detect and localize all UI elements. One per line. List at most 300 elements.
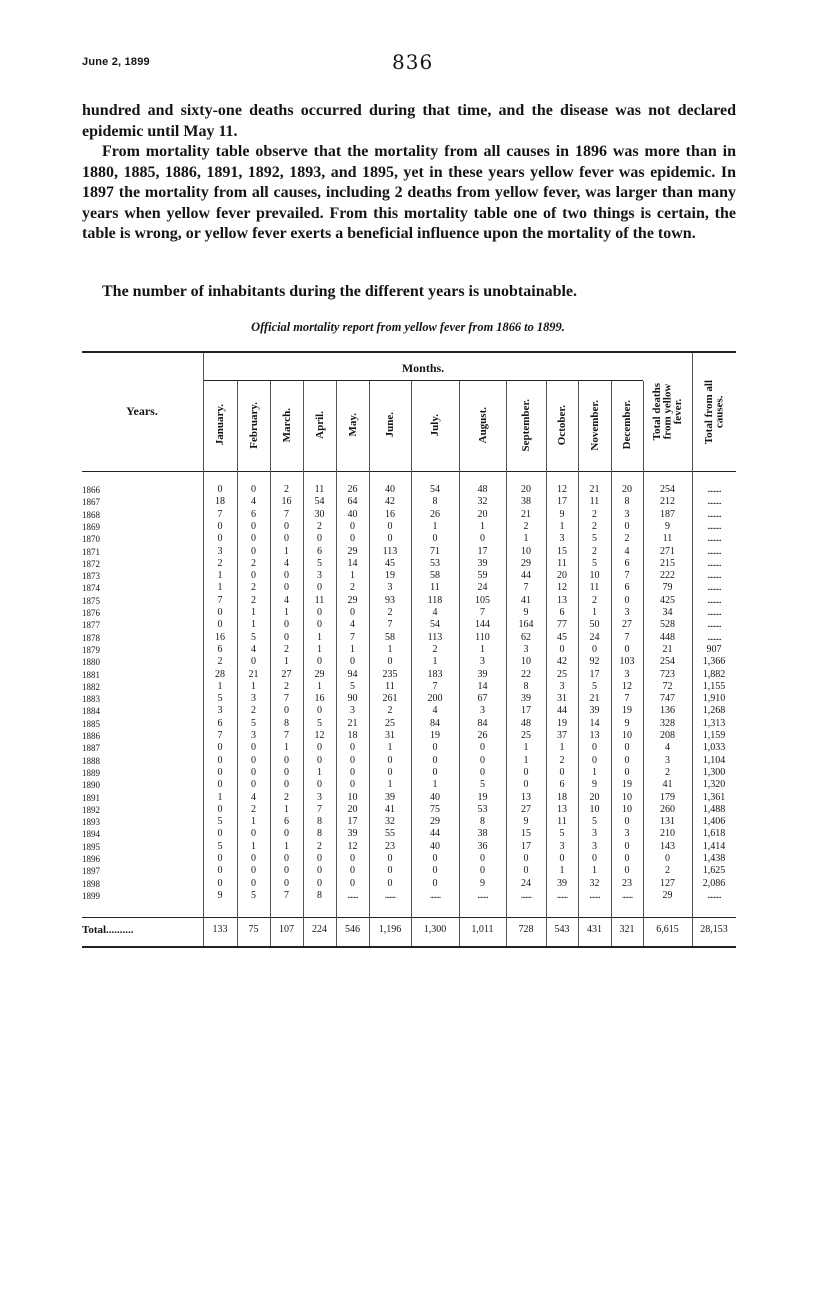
table-cell: 0 <box>217 853 223 864</box>
table-cell: 0 <box>251 877 256 889</box>
table-cell: 15 <box>521 828 531 840</box>
column-header <box>411 383 459 467</box>
year-text: 1899 <box>82 890 100 901</box>
table-cell: 0 <box>317 533 322 545</box>
table-cell: 5 <box>480 779 485 791</box>
table-cell: 528 <box>660 619 675 631</box>
table-cell: 4 <box>432 607 438 618</box>
table-cell: 30 <box>314 508 325 520</box>
table-cell: 54 <box>314 496 325 508</box>
table-cell: 118 <box>427 594 443 606</box>
table-cell: 0 <box>284 631 289 643</box>
table-cell: 254 <box>660 656 675 668</box>
table-cell: 0 <box>251 828 256 840</box>
table-cell: ......... <box>707 496 721 508</box>
table-cell: 8 <box>624 496 630 508</box>
year-text: 1881 <box>82 669 100 680</box>
table-cell: 0 <box>217 865 223 877</box>
table-cell: 1 <box>523 742 529 754</box>
table-cell: 6 <box>624 557 630 569</box>
table-cell: 271 <box>660 545 675 557</box>
year-text: 1887 <box>82 743 100 754</box>
table-cell: 113 <box>382 545 398 557</box>
table-cell: 29 <box>347 545 358 557</box>
table-cell: 0 <box>251 656 256 668</box>
header-bottom-rule <box>82 471 736 472</box>
months-header: Months. <box>401 361 445 375</box>
table-cell: 42 <box>385 496 395 508</box>
table-cell: 9 <box>217 889 223 901</box>
table-cell: 0 <box>284 779 289 791</box>
table-cell: 4 <box>284 594 289 606</box>
table-cell: 59 <box>477 570 488 582</box>
table-caption: Official mortality report from yellow fever from 1866 to 1899. <box>251 320 565 334</box>
table-cell: 0 <box>251 766 256 778</box>
total-cell: 75 <box>248 924 259 935</box>
year-label <box>82 742 202 754</box>
table-cell: 1,910 <box>702 693 726 705</box>
table-cell: 1 <box>432 520 438 532</box>
year-text: 1890 <box>82 780 100 791</box>
year-text: 1888 <box>82 755 100 766</box>
table-cell: 12 <box>557 484 567 495</box>
year-label <box>82 804 202 816</box>
table-cell: 39 <box>557 877 567 889</box>
table-cell: 9 <box>624 717 630 729</box>
table-cell: 1 <box>284 607 289 618</box>
column-header <box>578 383 611 467</box>
year-label <box>82 828 202 840</box>
year-label <box>82 595 202 607</box>
table-cell: 40 <box>385 484 395 495</box>
table-cell: 6 <box>559 607 565 618</box>
year-label <box>82 521 202 533</box>
table-cell: 19 <box>477 791 488 803</box>
table-cell: 0 <box>559 766 565 778</box>
table-cell: ......... <box>707 545 721 557</box>
year-text: 1894 <box>82 829 100 840</box>
year-text: 1879 <box>82 644 100 655</box>
table-cell: 5 <box>350 680 355 692</box>
table-cell: 4 <box>350 619 355 631</box>
table-cell: 0 <box>432 853 438 864</box>
table-cell: 0 <box>387 656 393 668</box>
table-cell: 14 <box>477 680 488 692</box>
year-label <box>82 533 202 545</box>
table-cell: 2 <box>665 766 670 778</box>
table-cell: 17 <box>589 668 600 680</box>
year-text: 1878 <box>82 632 100 643</box>
table-cell: 7 <box>284 730 289 741</box>
year-text: 1866 <box>82 485 100 495</box>
table-cell: 2 <box>251 557 256 569</box>
table-cell: 1 <box>251 816 256 828</box>
table-cell: 67 <box>477 693 488 705</box>
year-label <box>82 705 202 717</box>
table-cell: 9 <box>523 607 529 618</box>
table-cell: 1 <box>217 680 223 692</box>
table-cell: 16 <box>385 508 395 520</box>
table-cell: 1,313 <box>702 717 726 729</box>
table-cell: 2 <box>432 643 438 655</box>
table-cell: 5 <box>592 680 597 692</box>
column-header-label: March. <box>280 407 293 443</box>
table-cell: 3 <box>624 668 630 680</box>
table-cell: 93 <box>385 594 395 606</box>
table-cell: 29 <box>314 668 325 680</box>
table-cell: 1 <box>592 766 597 778</box>
table-cell: 1 <box>251 680 256 692</box>
table-cell: 254 <box>660 484 675 495</box>
table-cell: 11 <box>314 594 325 606</box>
table-cell: 39 <box>477 557 488 569</box>
table-cell: 0 <box>387 533 393 545</box>
table-cell: 328 <box>660 717 675 729</box>
table-cell: 2 <box>284 791 289 803</box>
table-cell: 5 <box>251 889 256 901</box>
table-cell: 25 <box>521 730 531 741</box>
table-cell: 58 <box>430 570 440 582</box>
table-cell: 1,618 <box>702 828 726 840</box>
column-header-label: August. <box>476 406 489 444</box>
year-text: 1891 <box>82 792 100 803</box>
table-cell: 18 <box>557 791 567 803</box>
table-cell: 0 <box>592 643 597 655</box>
year-text: 1876 <box>82 608 100 618</box>
year-text: 1868 <box>82 509 100 520</box>
table-cell: 2 <box>592 594 597 606</box>
year-text: 1880 <box>82 657 100 668</box>
table-cell: 14 <box>347 557 358 569</box>
table-cell: 6 <box>217 643 223 655</box>
table-cell: 0 <box>251 533 256 545</box>
table-cell: 6 <box>624 582 630 594</box>
table-cell: 1 <box>251 619 256 631</box>
table-cell: 0 <box>592 853 597 864</box>
table-cell: 20 <box>557 570 567 582</box>
table-cell: 0 <box>624 754 630 766</box>
page-date: June 2, 1899 <box>82 56 150 68</box>
total-cell: 321 <box>619 924 635 935</box>
table-cell: 11 <box>662 533 673 545</box>
table-cell: 6 <box>559 779 565 791</box>
table-cell: 222 <box>660 570 675 582</box>
table-cell: 0 <box>559 853 565 864</box>
table-cell: 92 <box>589 656 600 668</box>
table-cell: 1 <box>592 865 597 877</box>
year-label <box>82 546 202 558</box>
table-cell: ......... <box>707 582 721 594</box>
table-cell: 48 <box>477 484 488 495</box>
table-cell: 0 <box>350 607 355 618</box>
table-cell: 1 <box>251 840 256 852</box>
table-cell: 0 <box>432 766 438 778</box>
table-cell: 25 <box>557 668 567 680</box>
table-cell: 9 <box>559 508 565 520</box>
table-cell: 0 <box>217 754 223 766</box>
table-cell: ....... <box>621 889 633 901</box>
table-cell: 3 <box>251 730 256 741</box>
year-text: 1892 <box>82 804 100 815</box>
column-header <box>303 383 336 467</box>
year-text: 1882 <box>82 681 100 692</box>
table-cell: 1 <box>317 643 322 655</box>
table-cell: ......... <box>707 484 721 495</box>
table-cell: 64 <box>347 496 358 508</box>
year-label <box>82 656 202 668</box>
table-cell: 1,033 <box>702 742 726 754</box>
table-cell: 1 <box>432 656 438 668</box>
table-cell: 0 <box>217 520 223 532</box>
table-cell: 32 <box>477 496 488 508</box>
table-cell: 24 <box>521 877 531 889</box>
table-cell: ....... <box>589 889 600 901</box>
year-label <box>82 607 202 619</box>
table-cell: 0 <box>523 779 529 791</box>
table-cell: 27 <box>281 668 292 680</box>
table-top-rule <box>82 351 736 353</box>
table-cell: 9 <box>665 520 670 532</box>
total-cell: 1,196 <box>378 924 402 935</box>
table-cell: 2 <box>387 607 393 618</box>
table-cell: 7 <box>432 680 438 692</box>
total-cell: 107 <box>279 924 294 935</box>
table-cell: 164 <box>518 619 534 631</box>
table-cell: 55 <box>385 828 395 840</box>
column-header-label: May. <box>346 413 359 437</box>
column-header <box>459 383 506 467</box>
table-cell: 40 <box>347 508 358 520</box>
table-cell: 723 <box>660 668 675 680</box>
table-cell: 18 <box>347 730 358 741</box>
table-cell: 1 <box>523 533 529 545</box>
column-header-label: July. <box>429 413 441 437</box>
table-cell: 0 <box>350 865 355 877</box>
table-cell: 0 <box>251 865 256 877</box>
table-cell: 45 <box>557 631 567 643</box>
table-cell: 26 <box>477 730 488 741</box>
table-cell: 39 <box>477 668 488 680</box>
table-cell: 17 <box>347 816 358 828</box>
table-cell: 12 <box>347 840 358 852</box>
table-cell: 260 <box>660 803 675 815</box>
table-cell: 13 <box>589 730 600 741</box>
table-cell: 5 <box>559 828 565 840</box>
table-cell: 0 <box>217 533 223 545</box>
table-cell: 21 <box>589 693 600 705</box>
table-cell: 2 <box>251 705 256 717</box>
table-cell: 0 <box>624 766 630 778</box>
column-header-label: Total deaths from yellow fever. <box>650 383 684 441</box>
table-cell: 3 <box>592 828 597 840</box>
table-cell: 0 <box>217 619 223 631</box>
table-cell: 34 <box>662 607 673 618</box>
table-cell: 4 <box>251 496 256 508</box>
table-cell: 6 <box>217 717 223 729</box>
table-cell: 11 <box>385 680 395 692</box>
table-cell: 7 <box>624 631 630 643</box>
year-label <box>82 853 202 865</box>
table-cell: ....... <box>520 889 532 901</box>
table-cell: 1,300 <box>702 766 726 778</box>
table-cell: 44 <box>521 570 531 582</box>
table-cell: 10 <box>622 791 632 803</box>
table-cell: 3 <box>592 840 597 852</box>
year-text: 1886 <box>82 731 100 741</box>
table-cell: ......... <box>707 594 721 606</box>
table-cell: 17 <box>477 545 488 557</box>
table-cell: 7 <box>387 619 393 631</box>
table-cell: 10 <box>347 791 358 803</box>
table-cell: 0 <box>523 865 529 877</box>
table-cell: 9 <box>480 877 485 889</box>
table-cell: 2 <box>624 533 630 545</box>
table-cell: 131 <box>660 816 675 828</box>
table-cell: 747 <box>660 693 675 705</box>
table-cell: 23 <box>385 840 395 852</box>
table-cell: 0 <box>251 853 256 864</box>
table-cell: 1,268 <box>702 705 726 717</box>
table-cell: 10 <box>589 570 600 582</box>
table-cell: 71 <box>430 545 440 557</box>
table-cell: 2 <box>284 680 289 692</box>
table-cell: 113 <box>427 631 443 643</box>
table-cell: 3 <box>350 705 355 717</box>
year-label <box>82 755 202 767</box>
table-cell: 0 <box>217 742 223 754</box>
table-cell: 0 <box>284 619 289 631</box>
table-cell: 0 <box>284 533 289 545</box>
column-header-label: June. <box>384 412 396 438</box>
table-cell: 0 <box>432 754 438 766</box>
table-cell: 31 <box>557 693 567 705</box>
table-cell: 1 <box>317 631 322 643</box>
year-text: 1877 <box>82 620 100 631</box>
column-header <box>546 383 578 467</box>
table-cell: 7 <box>624 693 630 705</box>
table-cell: 29 <box>662 889 673 901</box>
table-cell: 19 <box>385 570 395 582</box>
column-header <box>237 383 270 467</box>
table-cell: 3 <box>559 533 565 545</box>
table-cell: 0 <box>284 754 289 766</box>
table-cell: 16 <box>215 631 225 643</box>
table-cell: 143 <box>660 840 675 852</box>
table-cell: 22 <box>521 668 531 680</box>
table-cell: 16 <box>281 496 292 508</box>
table-cell: 208 <box>660 730 675 741</box>
table-cell: 2 <box>317 520 322 532</box>
table-cell: 3 <box>251 693 256 705</box>
table-cell: 5 <box>592 816 597 828</box>
table-cell: 54 <box>430 619 440 631</box>
table-cell: 40 <box>430 791 440 803</box>
table-cell: 5 <box>217 693 223 705</box>
column-header-label: February. <box>247 401 260 449</box>
table-cell: 19 <box>557 717 567 729</box>
table-cell: 3 <box>217 545 223 557</box>
table-cell: 3 <box>624 828 630 840</box>
table-cell: 12 <box>314 730 325 741</box>
table-cell: 0 <box>251 570 256 582</box>
table-cell: 7 <box>217 730 223 741</box>
table-cell: 0 <box>251 754 256 766</box>
paragraph-1: hundred and sixty-one deaths occurred during that time, and the disease was not declared epidemic until May 11. <box>82 102 736 140</box>
table-cell: 0 <box>284 865 289 877</box>
table-cell: 0 <box>350 742 355 754</box>
table-cell: 1,406 <box>702 816 726 828</box>
table-cell: 0 <box>432 533 438 545</box>
year-text: 1884 <box>82 706 100 717</box>
table-cell: 1,438 <box>702 853 726 864</box>
table-cell: 0 <box>317 754 322 766</box>
year-label <box>82 681 202 693</box>
table-cell: 0 <box>624 853 630 864</box>
table-cell: 7 <box>317 803 322 815</box>
table-cell: 40 <box>430 840 440 852</box>
table-cell: 11 <box>314 484 325 495</box>
table-cell: ......... <box>707 889 721 901</box>
table-cell: 36 <box>477 840 488 852</box>
table-cell: 1 <box>350 570 355 582</box>
table-cell: 21 <box>248 668 259 680</box>
table-cell: 1,414 <box>702 840 726 852</box>
table-cell: 37 <box>557 730 567 741</box>
table-cell: 18 <box>215 496 225 508</box>
table-cell: 44 <box>557 705 567 717</box>
table-cell: 32 <box>385 816 395 828</box>
year-text: 1889 <box>82 767 100 778</box>
table-cell: 20 <box>477 508 488 520</box>
year-label <box>82 496 202 508</box>
table-cell: 0 <box>317 779 322 791</box>
table-cell: 5 <box>317 557 322 569</box>
table-cell: 0 <box>217 877 223 889</box>
table-cell: 0 <box>387 520 393 532</box>
total-cell: 224 <box>312 924 327 935</box>
table-cell: 2 <box>592 520 597 532</box>
table-cell: ......... <box>707 533 721 545</box>
table-cell: 215 <box>660 557 675 569</box>
table-cell: ......... <box>707 557 721 569</box>
year-label <box>82 730 202 742</box>
table-cell: 5 <box>217 840 223 852</box>
table-cell: 15 <box>557 545 567 557</box>
table-cell: 50 <box>589 619 600 631</box>
table-cell: 183 <box>427 668 443 680</box>
table-cell: 110 <box>475 631 490 643</box>
table-cell: 0 <box>480 533 485 545</box>
table-cell: 10 <box>521 545 531 557</box>
table-cell: 1 <box>523 754 529 766</box>
table-cell: 0 <box>217 828 223 840</box>
year-label <box>82 841 202 853</box>
table-cell: 62 <box>521 631 531 643</box>
year-text: 1870 <box>82 534 100 545</box>
year-label <box>82 484 202 496</box>
table-cell: 4 <box>284 557 289 569</box>
total-cell: 1,300 <box>423 924 447 935</box>
table-cell: 0 <box>624 865 630 877</box>
table-cell: 1,320 <box>702 779 726 791</box>
table-cell: 39 <box>521 693 531 705</box>
year-text: 1895 <box>82 841 100 852</box>
table-cell: 11 <box>589 582 600 594</box>
table-cell: 1,104 <box>702 754 726 766</box>
table-cell: 45 <box>385 557 395 569</box>
table-cell: 2 <box>284 643 289 655</box>
table-cell: 27 <box>521 803 531 815</box>
